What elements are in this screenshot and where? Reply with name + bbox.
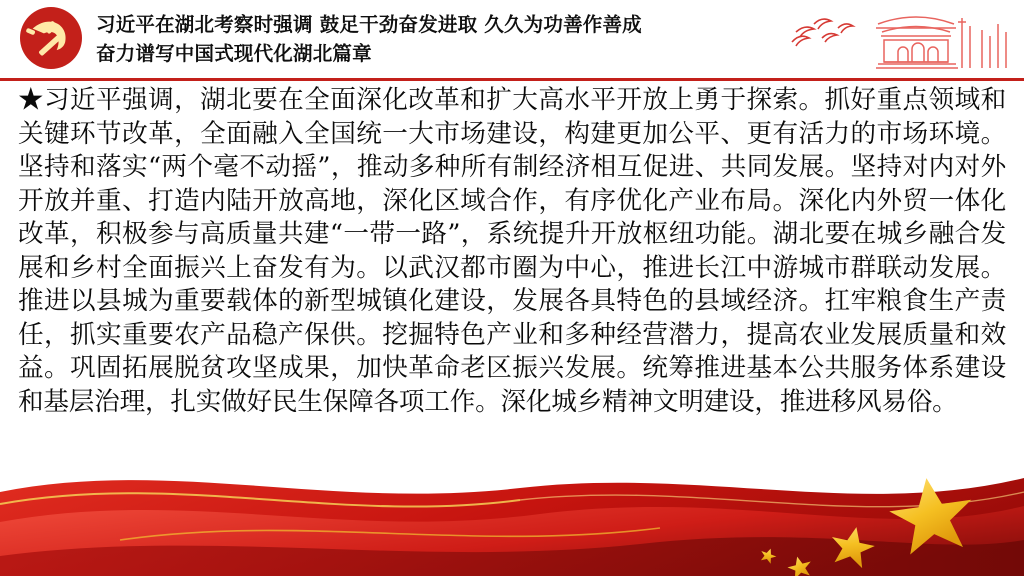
party-emblem-icon [14, 6, 88, 70]
footer-ribbon [0, 444, 1024, 576]
main-paragraph: ★习近平强调，湖北要在全面深化改革和扩大高水平开放上勇于探索。抓好重点领域和关键环节改革，全面融入全国统一大市场建设，构建更加公平、更有活力的市场环境。坚持和落实“两个毫不动摇”，推动多种所有制经济相互促进、共同发展。坚持对内对外开放并重、打造内陆开放高地，深化区域合作，有序优化产业布局。深化内外贸一体化改革，积极参与高质量共建“一带一路”，系统提升开放枢纽功能。湖北要在城乡融合发展和乡村全面振兴上奋发有为。以武汉都市圈为中心，推进长江中游城市群联动发展。推进以县城为重要载体的新型城镇化建设，发展各具特色的县域经济。扛牢粮食生产责任，抓实重要农产品稳产保供。挖掘特色产业和多种经营潜力，提高农业发展质量和效益。巩固拓展脱贫攻坚成果，加快革命老区振兴发展。统筹推进基本公共服务体系建设和基层治理，扎实做好民生保障各项工作。深化城乡精神文明建设，推进移风易俗。 [18, 85, 1006, 417]
header-title-line-1: 习近平在湖北考察时强调 鼓足干劲奋发进取 久久为功善作善成 [96, 13, 642, 36]
header-title-group [96, 10, 796, 68]
content-area [18, 84, 1006, 456]
slide-header [0, 0, 1024, 81]
flying-doves-icon [792, 19, 853, 46]
red-silk-ribbon-decoration [0, 444, 1024, 576]
tiananmen-gate-icon [786, 2, 1016, 76]
header-title-line-2: 奋力谱写中国式现代化湖北篇章 [96, 42, 372, 65]
